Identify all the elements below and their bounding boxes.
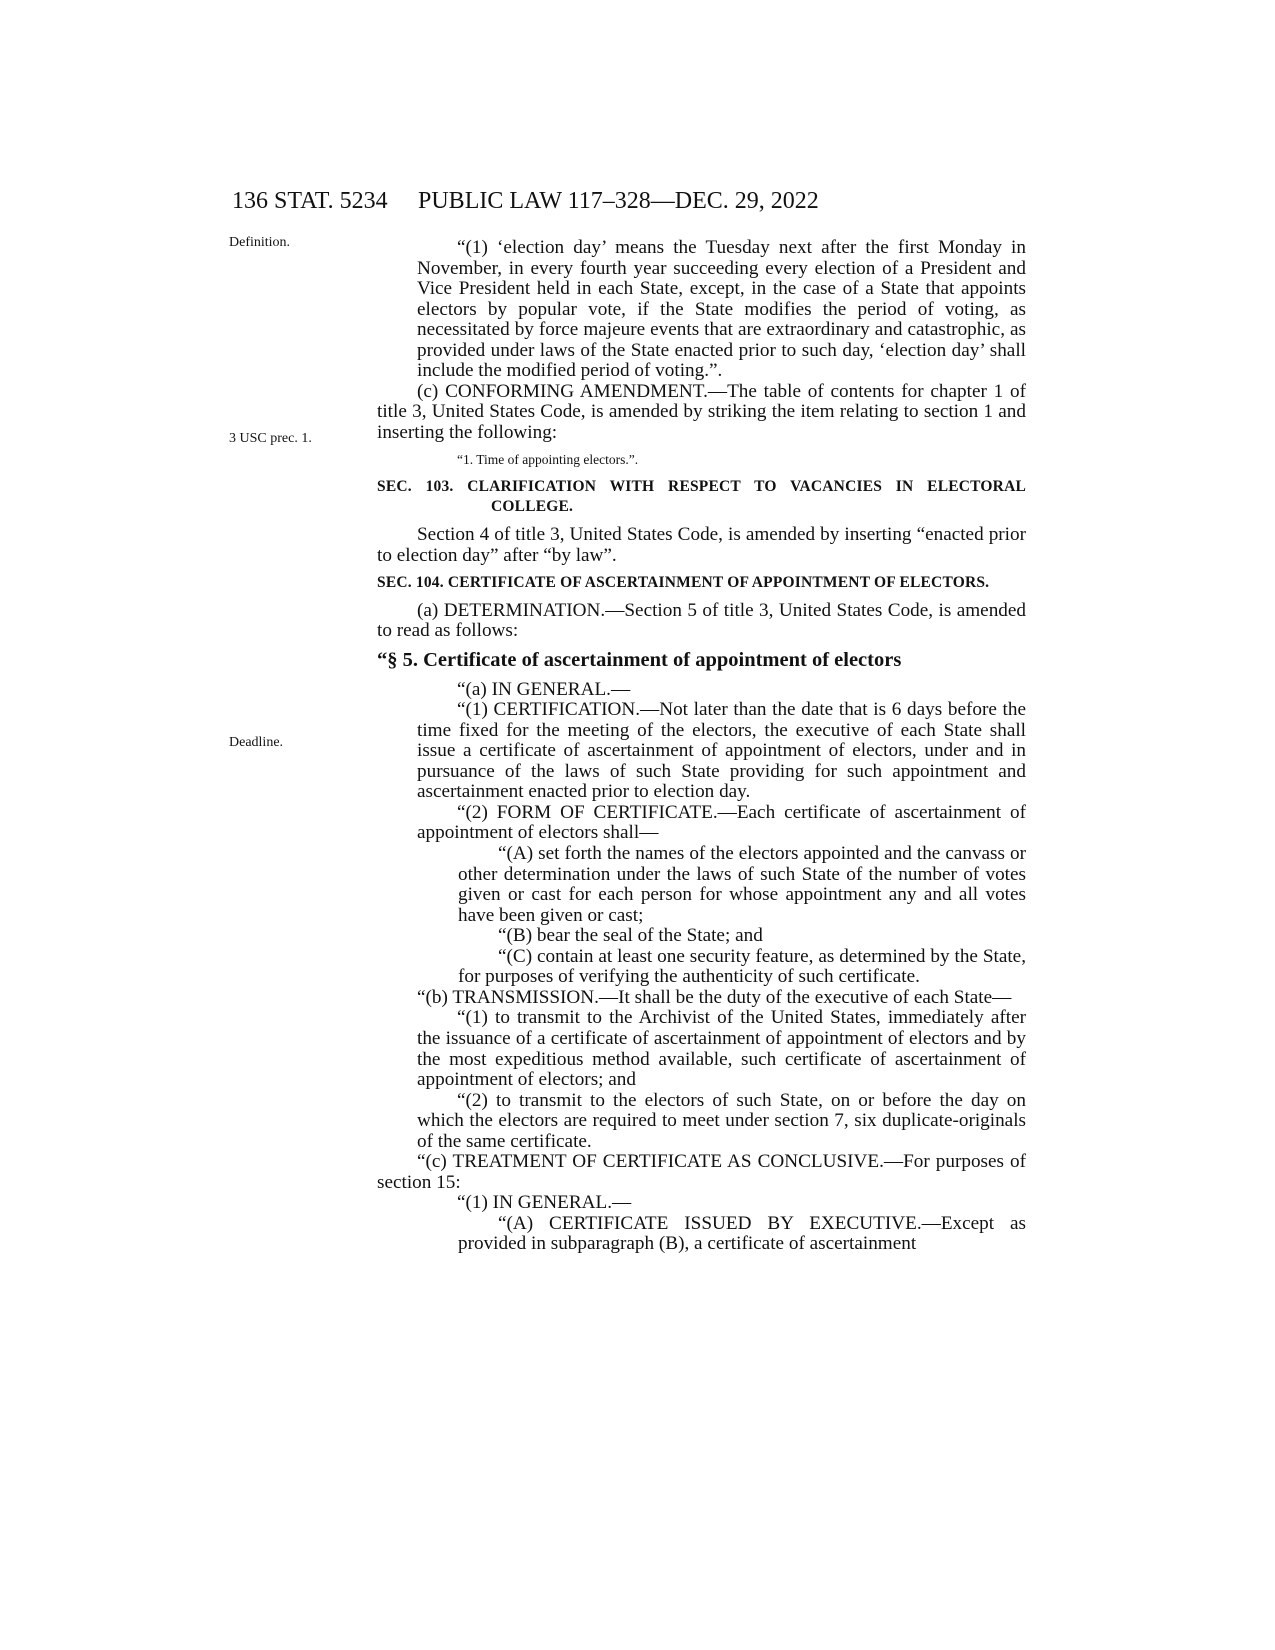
section-5-heading: “§ 5. Certificate of ascertainment of appointment of electors [377,648,902,671]
paragraph-a2B: “(B) bear the seal of the State; and [498,925,763,947]
page-stat-citation: 136 STAT. 5234 [232,188,388,214]
paragraph-election-day: “(1) ‘election day’ means the Tuesday next after the first Monday in November, in every fourth year succeeding every election of a President and Vice President held in each State, except, in the case of a State that appoints electors by popular vote, if the State modifies the period of voting, as necessitated by force majeure events that are extraordinary and catastrophic, as provided under laws of the State enacted prior to such day, ‘election day’ shall include the modified period of voting.”. [417,237,1026,382]
paragraph-b-transmission: “(b) TRANSMISSION.—It shall be the duty of the executive of each State— [417,986,1012,1008]
section-103-heading: SEC. 103. CLARIFICATION WITH RESPECT TO VACANCIES IN ELECTORAL COLLEGE. [377,478,1026,516]
paragraph-b1: “(1) to transmit to the Archivist of the United States, immediately after the issuance of a certificate of ascertainment of appointment of electors and by the most expeditious method available, such certificate of ascertainment of appointment of electors; and [417,1007,1026,1091]
document-body [377,238,1026,1255]
paragraph-a2A: “(A) set forth the names of the electors appointed and the canvass or other determination under the laws of such State of the number of votes given or cast for each person for whose appointment any and all votes have been given or cast; [458,843,1026,926]
paragraph-a1-certification: “(1) CERTIFICATION.—Not later than the date that is 6 days before the time fixed for the meeting of the electors, the executive of each State shall issue a certificate of ascertainment of appointment of electors, under and in pursuance of the laws of such State providing for such appointment and ascertainment enacted prior to election day. [417,699,1026,803]
paragraph-a2-form: “(2) FORM OF CERTIFICATE.—Each certificate of ascertainment of appointment of electors shall— [417,801,1026,844]
margin-note-definition: Definition. [229,235,291,250]
paragraph-a-in-general: “(a) IN GENERAL.— [457,678,631,700]
table-of-contents-item: “1. Time of appointing electors.”. [457,452,639,468]
paragraph-a2C: “(C) contain at least one security feature, as determined by the State, for purposes of verifying the authenticity of such certificate. [458,945,1026,988]
paragraph-c1A: “(A) CERTIFICATE ISSUED BY EXECUTIVE.—Except as provided in subparagraph (B), a certificate of ascertainment [458,1212,1026,1255]
margin-note-deadline: Deadline. [229,735,284,750]
margin-note-usc: 3 USC prec. 1. [229,431,312,446]
paragraph-determination: (a) DETERMINATION.—Section 5 of title 3, United States Code, is amended to read as follows: [377,599,1026,642]
paragraph-conforming-amendment: (c) CONFORMING AMENDMENT.—The table of contents for chapter 1 of title 3, United States Code, is amended by striking the item relating to section 1 and inserting the following: [377,380,1026,443]
page-title: PUBLIC LAW 117–328—DEC. 29, 2022 [418,188,819,214]
section-104-heading: SEC. 104. CERTIFICATE OF ASCERTAINMENT OF APPOINTMENT OF ELECTORS. [377,573,990,591]
paragraph-c1-in-general: “(1) IN GENERAL.— [457,1192,632,1214]
paragraph-b2: “(2) to transmit to the electors of such State, on or before the day on which the electors are required to meet under section 7, six duplicate-originals of the same certificate. [417,1089,1026,1152]
section-103-text: Section 4 of title 3, United States Code, is amended by inserting “enacted prior to election day” after “by law”. [377,524,1026,567]
paragraph-c-treatment: “(c) TREATMENT OF CERTIFICATE AS CONCLUSIVE.—For purposes of section 15: [377,1151,1026,1193]
